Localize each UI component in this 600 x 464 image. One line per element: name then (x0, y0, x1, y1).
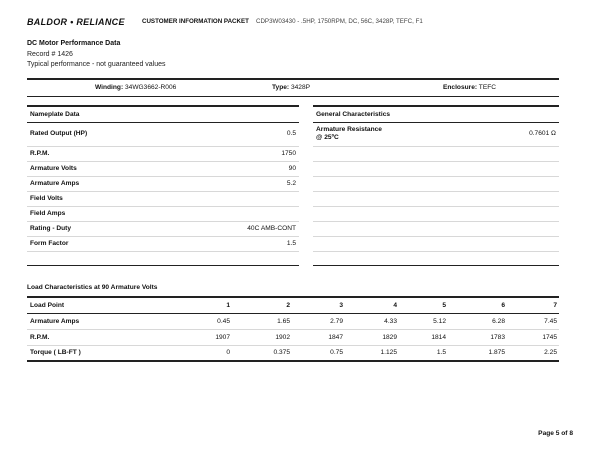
load-row-label: R.P.M. (30, 334, 50, 341)
packet-label: CUSTOMER INFORMATION PACKET (142, 18, 249, 25)
row-divider (27, 251, 299, 252)
armature-resistance-label-line2: @ 25ºC (316, 134, 339, 141)
row-divider (27, 345, 559, 346)
winding-value: 34WG3662-R006 (124, 84, 177, 91)
nameplate-value-form-factor: 1.5 (286, 240, 296, 247)
load-cell: 1902 (275, 334, 290, 341)
enclosure-field (443, 84, 496, 91)
load-cell: 1829 (382, 334, 397, 341)
load-point-header: 3 (339, 302, 343, 309)
load-point-header: 4 (393, 302, 397, 309)
enclosure-label: Enclosure: (443, 84, 478, 91)
armature-resistance-label-line1: Armature Resistance (316, 126, 382, 133)
armature-resistance-value: 0.7601 Ω (529, 130, 556, 137)
load-cell: 6.28 (492, 318, 505, 325)
load-point-header: 5 (442, 302, 446, 309)
load-cell: 1907 (215, 334, 230, 341)
load-cell: 1814 (431, 334, 446, 341)
nameplate-label-rated-output: Rated Output (HP) (30, 130, 88, 137)
record-number: Record # 1426 (27, 51, 73, 58)
load-col-header: Load Point (30, 302, 65, 309)
load-cell: 1.5 (436, 349, 446, 356)
load-row-label: Armature Amps (30, 318, 80, 325)
load-cell: 0.45 (217, 318, 230, 325)
load-cell: 1.125 (380, 349, 397, 356)
load-cell: 1783 (490, 334, 505, 341)
row-divider (313, 161, 559, 162)
load-cell: 2.79 (330, 318, 343, 325)
load-cell: 0 (226, 349, 230, 356)
load-cell: 7.45 (544, 318, 557, 325)
row-divider (313, 146, 559, 147)
nameplate-label-armature-volts: Armature Volts (30, 165, 77, 172)
row-divider (313, 191, 559, 192)
load-cell: 5.12 (433, 318, 446, 325)
row-divider (27, 329, 559, 330)
row-divider (27, 161, 299, 162)
nameplate-header-rule (27, 122, 299, 123)
winding-label: Winding: (95, 84, 124, 91)
summary-top-rule (27, 78, 559, 80)
type-field (272, 84, 310, 91)
load-point-header: 1 (226, 302, 230, 309)
nameplate-label-rating-duty: Rating - Duty (30, 225, 72, 232)
nameplate-value-rating-duty: 40C AMB-CONT (247, 225, 296, 232)
brand-logo: BALDOR • RELIANCE (27, 17, 125, 27)
nameplate-label-rpm: R.P.M. (30, 150, 50, 157)
row-divider (313, 236, 559, 237)
type-value: 3428P (290, 84, 311, 91)
load-point-header: 6 (501, 302, 505, 309)
nameplate-value-rated-output: 0.5 (286, 130, 296, 137)
load-cell: 2.25 (544, 349, 557, 356)
nameplate-label-form-factor: Form Factor (30, 240, 69, 247)
nameplate-top-rule (27, 105, 299, 107)
load-top-rule (27, 296, 559, 298)
summary-bottom-rule (27, 96, 559, 97)
load-point-header: 7 (553, 302, 557, 309)
model-info: CDP3W03430 - .5HP, 1750RPM, DC, 56C, 3428P, TEFC, F1 (256, 18, 423, 25)
load-bottom-rule (27, 360, 559, 362)
general-title: General Characteristics (316, 111, 391, 118)
general-header-rule (313, 122, 559, 123)
load-cell: 0.75 (330, 349, 343, 356)
load-cell: 1.875 (488, 349, 505, 356)
row-divider (27, 146, 299, 147)
row-divider (27, 221, 299, 222)
load-row-label: Torque ( LB-FT ) (30, 349, 81, 356)
row-divider (313, 176, 559, 177)
row-divider (313, 221, 559, 222)
load-header-rule (27, 313, 559, 314)
nameplate-title: Nameplate Data (30, 111, 80, 118)
load-point-header: 2 (286, 302, 290, 309)
nameplate-label-field-volts: Field Volts (30, 195, 63, 202)
nameplate-value-armature-amps: 5.2 (286, 180, 296, 187)
load-cell: 1745 (542, 334, 557, 341)
nameplate-label-field-amps: Field Amps (30, 210, 66, 217)
load-cell: 0.375 (273, 349, 290, 356)
load-cell: 4.33 (384, 318, 397, 325)
nameplate-value-rpm: 1750 (281, 150, 296, 157)
load-title: Load Characteristics at 90 Armature Volts (27, 284, 158, 291)
nameplate-label-armature-amps: Armature Amps (30, 180, 80, 187)
row-divider (27, 176, 299, 177)
disclaimer-note: Typical performance - not guaranteed values (27, 61, 166, 68)
load-cell: 1.65 (277, 318, 290, 325)
nameplate-bottom-rule (27, 265, 299, 266)
row-divider (27, 206, 299, 207)
armature-resistance-label (316, 126, 382, 141)
row-divider (27, 191, 299, 192)
type-label: Type: (272, 84, 290, 91)
load-cell: 1847 (328, 334, 343, 341)
row-divider (313, 251, 559, 252)
row-divider (313, 206, 559, 207)
general-bottom-rule (313, 265, 559, 266)
winding-field (95, 84, 176, 91)
general-top-rule (313, 105, 559, 107)
nameplate-value-armature-volts: 90 (288, 165, 296, 172)
page-number: Page 5 of 8 (538, 430, 573, 437)
doc-title: DC Motor Performance Data (27, 40, 121, 47)
enclosure-value: TEFC (478, 84, 497, 91)
row-divider (27, 236, 299, 237)
